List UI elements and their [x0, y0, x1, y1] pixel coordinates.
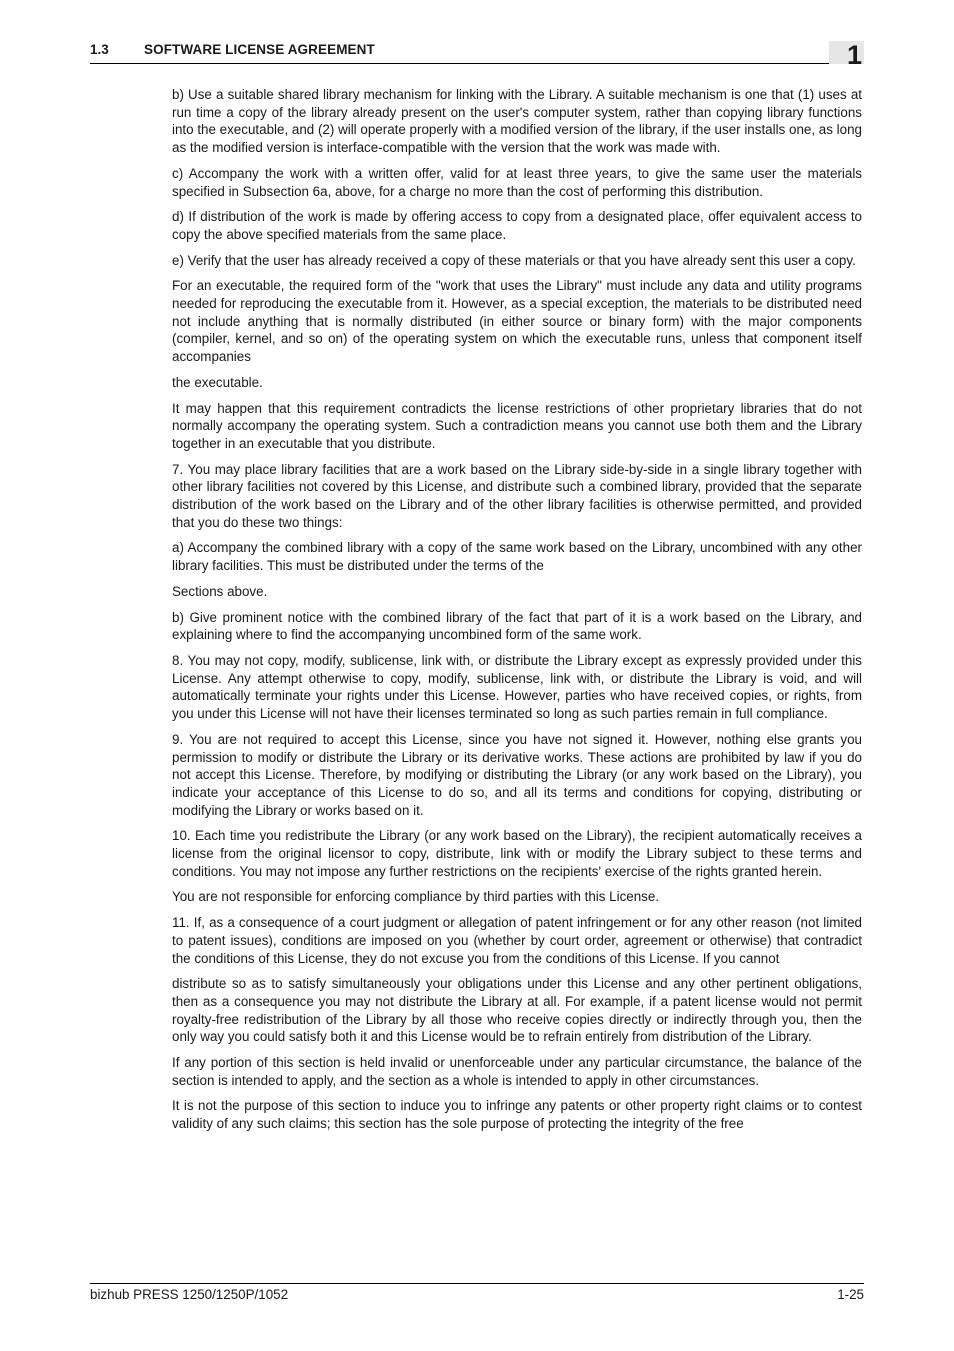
product-name: bizhub PRESS 1250/1250P/1052: [90, 1287, 289, 1302]
footer-divider: [90, 1283, 864, 1284]
page-number: 1-25: [837, 1287, 864, 1302]
paragraph: the executable.: [172, 374, 263, 390]
paragraph: For an executable, the required form of the "work that uses the Library" must include any data and utility programs needed for reproducing the executable from it. However, as a special exception, the materials to be distributed need not include anything that is normally distributed (in either source or binary form) with the major components (compiler, kernel, and so on) of the operating system on which the executable runs, unless that component itself accompanies: [172, 278, 862, 365]
paragraph: b) Use a suitable shared library mechanism for linking with the Library. A suitable mechanism is one that (1) uses at run time a copy of the library already present on the user's computer system, rather than copying library functions into the executable, and (2) will operate properly with a modified version of the library, if the user installs one, as long as the modified version is interface-compatible with the version that the work was made with.: [172, 87, 862, 156]
paragraph: distribute so as to satisfy simultaneously your obligations under this License and any other pertinent obligations, then as a consequence you may not distribute the Library at all. For example, if a patent license would not permit royalty-free redistribution of the Library by all those who receive copies directly or indirectly through you, then the only way you could satisfy both it and this License would be to refrain entirely from distribution of the Library.: [172, 976, 862, 1045]
paragraph: e) Verify that the user has already received a copy of these materials or that you have already sent this user a copy.: [172, 252, 856, 268]
page-footer: [90, 1283, 864, 1302]
paragraph: It may happen that this requirement contradicts the license restrictions of other proprietary libraries that do not normally accompany the operating system. Such a contradiction means you cannot use both them and the Library together in an executable that you distribute.: [172, 400, 862, 451]
paragraph: 7. You may place library facilities that are a work based on the Library side-by-side in a single library together with other library facilities not covered by this License, and distribute such a combined library, provided that the separate distribution of the work based on the Library and of the other library facilities is otherwise permitted, and provided that you do these two things:: [172, 461, 862, 530]
section-title: SOFTWARE LICENSE AGREEMENT: [144, 42, 375, 57]
paragraph: a) Accompany the combined library with a copy of the same work based on the Library, uncombined with any other library facilities. This must be distributed under the terms of the: [172, 540, 862, 574]
paragraph: b) Give prominent notice with the combined library of the fact that part of it is a work based on the Library, and explaining where to find the accompanying uncombined form of the same work.: [172, 609, 862, 643]
section-number: 1.3: [90, 42, 109, 57]
paragraph: c) Accompany the work with a written offer, valid for at least three years, to give the same user the materials specified in Subsection 6a, above, for a charge no more than the cost of performing this distribution.: [172, 165, 862, 199]
header-divider: [90, 63, 830, 64]
paragraph: 10. Each time you redistribute the Library (or any work based on the Library), the recipient automatically receives a license from the original licensor to copy, distribute, link with or modify the Library subject to these terms and conditions. You may not impose any further restrictions on the recipients' exercise of the rights granted herein.: [172, 828, 862, 879]
page-header: [90, 40, 864, 70]
paragraph: It is not the purpose of this section to induce you to infringe any patents or other property right claims or to contest validity of any such claims; this section has the sole purpose of protecting the integrity of the free: [172, 1098, 862, 1132]
paragraph: 9. You are not required to accept this License, since you have not signed it. However, nothing else grants you permission to modify or distribute the Library or its derivative works. These actions are prohibited by law if you do not accept this License. Therefore, by modifying or distributing the Library (or any work based on the Library), you indicate your acceptance of this License to do so, and all its terms and conditions for copying, distributing or modifying the Library or works based on it.: [172, 731, 862, 818]
paragraph: 11. If, as a consequence of a court judgment or allegation of patent infringement or for any other reason (not limited to patent issues), conditions are imposed on you (whether by court order, agreement or otherwise) that contradict the conditions of this License, they do not excuse you from the conditions of this License. If you cannot: [172, 915, 862, 966]
paragraph: 8. You may not copy, modify, sublicense, link with, or distribute the Library except as expressly provided under this License. Any attempt otherwise to copy, modify, sublicense, link with, or distribute the Library is void, and will automatically terminate your rights under this License. However, parties who have received copies, or rights, from you under this License will not have their licenses terminated so long as such parties remain in full compliance.: [172, 652, 862, 722]
body-text: [172, 86, 862, 1141]
chapter-tab: [829, 40, 864, 70]
chapter-number: 1: [846, 40, 862, 70]
paragraph: You are not responsible for enforcing compliance by third parties with this License.: [172, 889, 660, 905]
paragraph: If any portion of this section is held invalid or unenforceable under any particular circumstance, the balance of the section is intended to apply, and the section as a whole is intended to apply in other circumstances.: [172, 1055, 862, 1088]
paragraph: Sections above.: [172, 583, 268, 599]
paragraph: d) If distribution of the work is made by offering access to copy from a designated place, offer equivalent access to copy the above specified materials from the same place.: [172, 209, 862, 242]
